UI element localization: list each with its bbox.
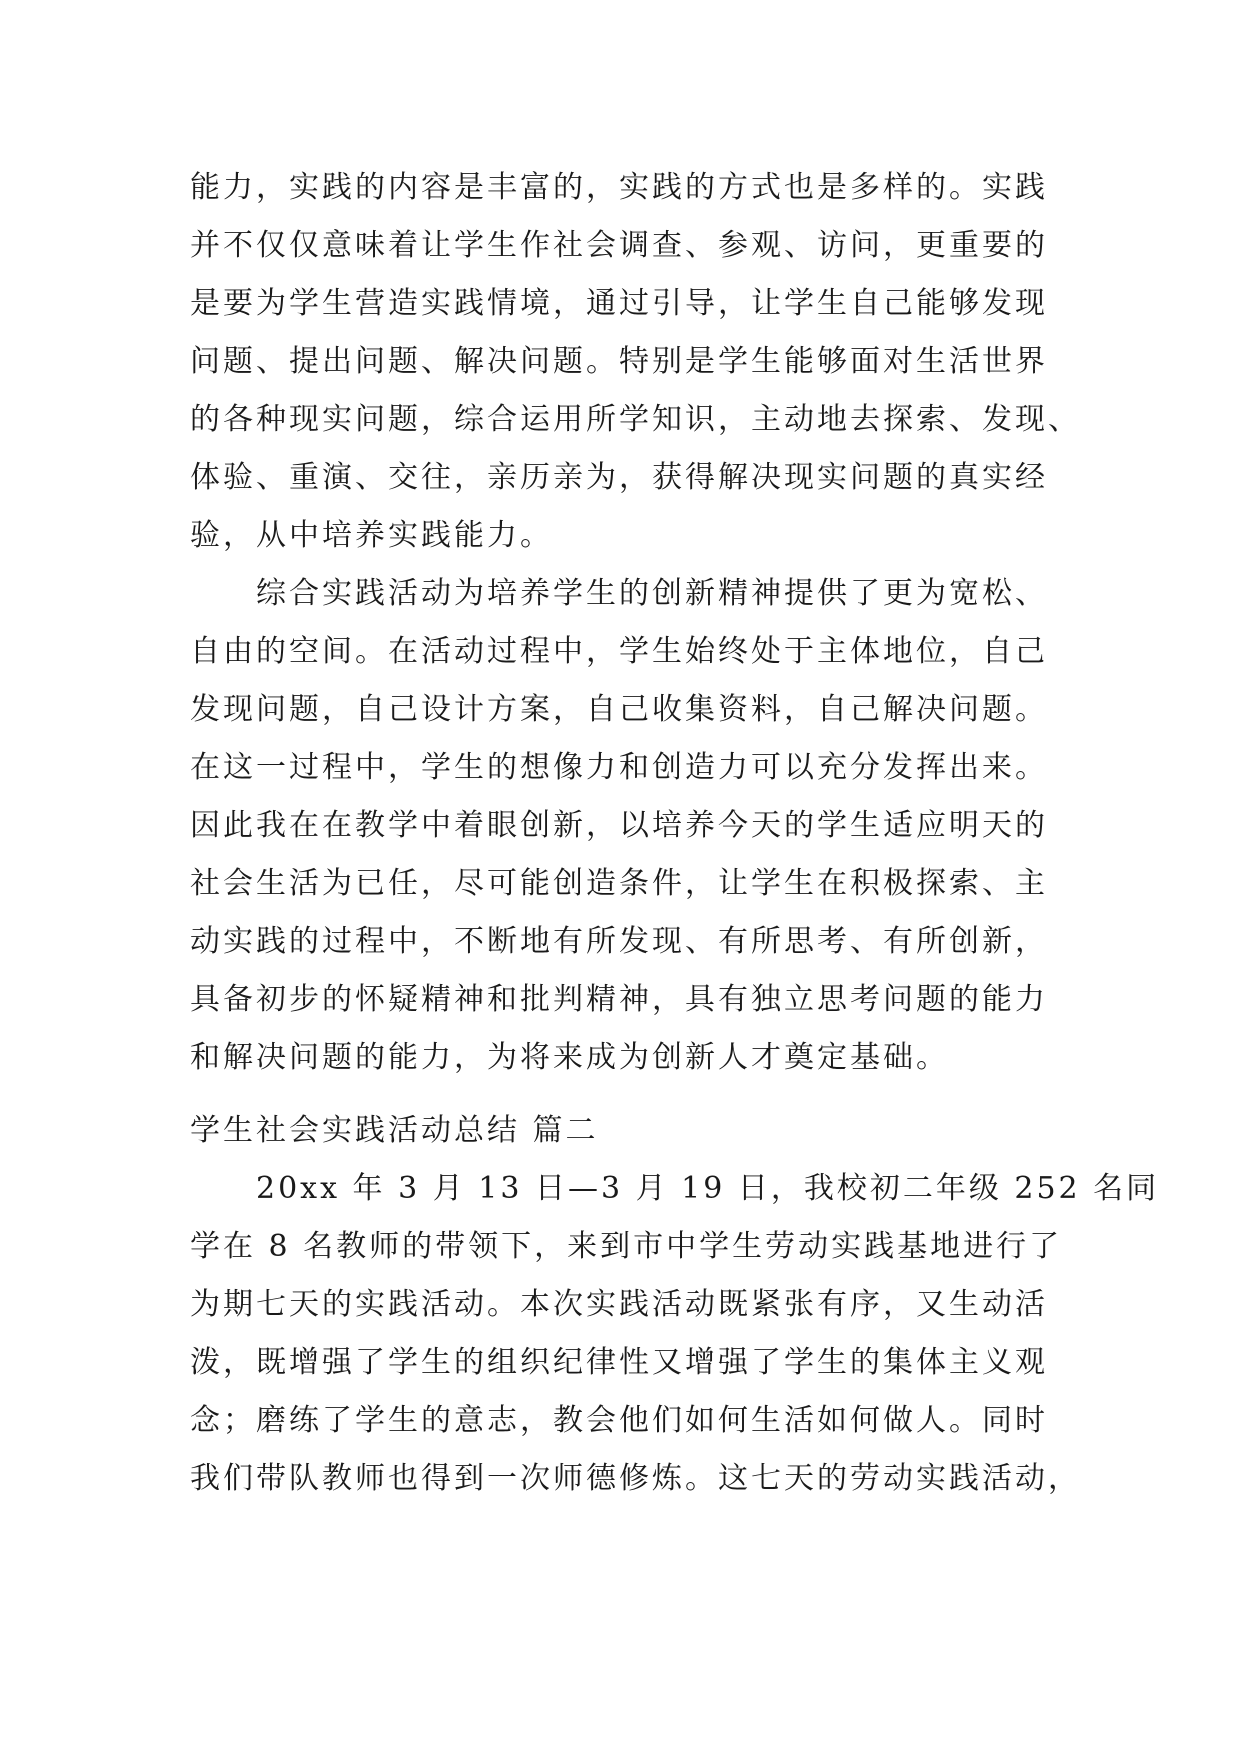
paragraph-1-line: 能力，实践的内容是丰富的，实践的方式也是多样的。实践 <box>190 170 1048 205</box>
paragraph-2-line: 在这一过程中，学生的想像力和创造力可以充分发挥出来。 <box>190 750 1048 785</box>
paragraph-2-line: 和解决问题的能力，为将来成为创新人才奠定基础。 <box>190 1040 949 1075</box>
paragraph-1-line: 体验、重演、交往，亲历亲为，获得解决现实问题的真实经 <box>190 460 1048 495</box>
section-heading: 学生社会实践活动总结 篇二 <box>190 1113 599 1148</box>
paragraph-3-line: 为期七天的实践活动。本次实践活动既紧张有序，又生动活 <box>190 1287 1048 1322</box>
paragraph-1-line: 问题、提出问题、解决问题。特别是学生能够面对生活世界 <box>190 344 1048 379</box>
paragraph-2-line: 发现问题，自己设计方案，自己收集资料，自己解决问题。 <box>190 692 1048 727</box>
paragraph-2-line: 自由的空间。在活动过程中，学生始终处于主体地位，自己 <box>190 634 1048 669</box>
body-text-top <box>190 159 1081 1087</box>
paragraph-1-line: 是要为学生营造实践情境，通过引导，让学生自己能够发现 <box>190 286 1048 321</box>
paragraph-1-line: 验，从中培养实践能力。 <box>190 518 553 553</box>
paragraph-3-line: 泼，既增强了学生的组织纪律性又增强了学生的集体主义观 <box>190 1345 1048 1380</box>
paragraph-1-line: 并不仅仅意味着让学生作社会调查、参观、访问，更重要的 <box>190 228 1048 263</box>
paragraph-2-line: 社会生活为已任，尽可能创造条件，让学生在积极探索、主 <box>190 866 1048 901</box>
paragraph-3-line: 学在 8 名教师的带领下，来到市中学生劳动实践基地进行了 <box>190 1229 1063 1264</box>
paragraph-2-line: 综合实践活动为培养学生的创新精神提供了更为宽松、 <box>256 576 1048 611</box>
paragraph-2-line: 具备初步的怀疑精神和批判精神，具有独立思考问题的能力 <box>190 982 1048 1017</box>
paragraph-2-line: 动实践的过程中，不断地有所发现、有所思考、有所创新， <box>190 924 1048 959</box>
paragraph-3-line: 20xx 年 3 月 13 日—3 月 19 日，我校初二年级 252 名同 <box>256 1171 1160 1206</box>
paragraph-3-line: 念；磨练了学生的意志，教会他们如何生活如何做人。同时 <box>190 1403 1048 1438</box>
paragraph-1-line: 的各种现实问题，综合运用所学知识，主动地去探索、发现、 <box>190 402 1081 437</box>
body-text-bottom <box>190 1102 1160 1508</box>
paragraph-3-line: 我们带队教师也得到一次师德修炼。这七天的劳动实践活动， <box>190 1461 1081 1496</box>
paragraph-2-line: 因此我在在教学中着眼创新，以培养今天的学生适应明天的 <box>190 808 1048 843</box>
